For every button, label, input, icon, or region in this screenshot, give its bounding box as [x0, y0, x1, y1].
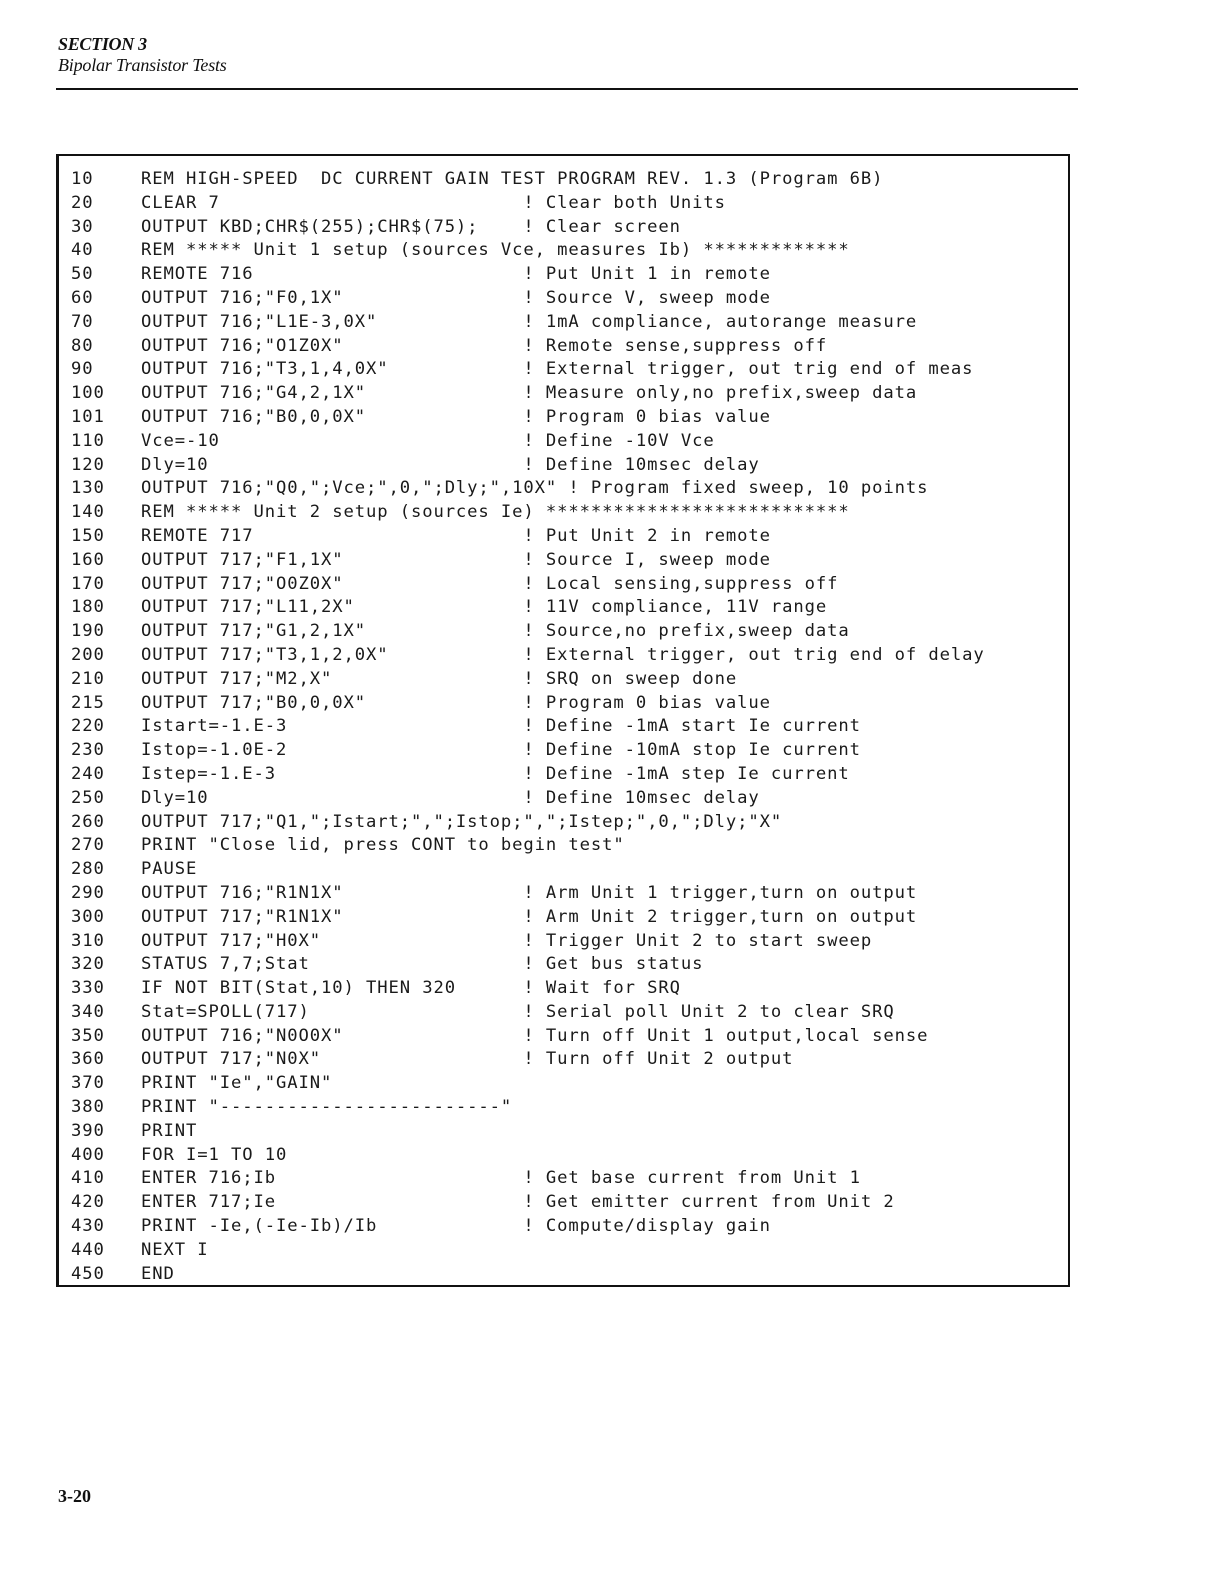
statement: REM ***** Unit 1 setup (sources Vce, measures Ib) ************* [141, 240, 850, 261]
line-number: 440 [71, 1239, 105, 1260]
statement: END [141, 1263, 175, 1284]
program-listing [71, 168, 1061, 1286]
line-number: 430 [71, 1216, 105, 1237]
code-line [71, 1263, 1061, 1287]
statement: Stat=SPOLL(717) ! Serial poll Unit 2 to clear SRQ [141, 1001, 895, 1022]
code-line [71, 358, 1061, 382]
code-line [71, 1072, 1061, 1096]
statement: OUTPUT 716;"N0O0X" ! Turn off Unit 1 output,local sense [141, 1025, 929, 1046]
code-line [71, 1025, 1061, 1049]
line-number: 270 [71, 835, 105, 856]
code-line [71, 1144, 1061, 1168]
line-number: 70 [71, 311, 94, 332]
line-number: 320 [71, 954, 105, 975]
statement: OUTPUT 717;"G1,2,1X" ! Source,no prefix,sweep data [141, 621, 850, 642]
line-number: 330 [71, 978, 105, 999]
statement: OUTPUT 717;"B0,0,0X" ! Program 0 bias value [141, 692, 771, 713]
code-line [71, 525, 1061, 549]
code-line [71, 596, 1061, 620]
statement: PRINT [141, 1120, 198, 1141]
line-number: 180 [71, 597, 105, 618]
code-line [71, 1120, 1061, 1144]
statement: IF NOT BIT(Stat,10) THEN 320 ! Wait for SRQ [141, 978, 681, 999]
statement: OUTPUT 717;"H0X" ! Trigger Unit 2 to start sweep [141, 930, 873, 951]
line-number: 350 [71, 1025, 105, 1046]
code-line [71, 834, 1061, 858]
code-line [71, 739, 1061, 763]
page-header [58, 34, 227, 76]
statement: OUTPUT 717;"N0X" ! Turn off Unit 2 output [141, 1049, 794, 1070]
code-line [71, 573, 1061, 597]
code-line [71, 977, 1061, 1001]
line-number: 410 [71, 1168, 105, 1189]
code-line [71, 1096, 1061, 1120]
statement: OUTPUT 717;"O0Z0X" ! Local sensing,suppress off [141, 573, 839, 594]
line-number: 290 [71, 882, 105, 903]
program-listing-box [56, 154, 1070, 1287]
statement: OUTPUT KBD;CHR$(255);CHR$(75); ! Clear screen [141, 216, 681, 237]
line-number: 220 [71, 716, 105, 737]
code-line [71, 477, 1061, 501]
code-line [71, 287, 1061, 311]
code-line [71, 930, 1061, 954]
statement: OUTPUT 716;"G4,2,1X" ! Measure only,no prefix,sweep data [141, 383, 918, 404]
line-number: 360 [71, 1049, 105, 1070]
statement: OUTPUT 717;"T3,1,2,0X" ! External trigger, out trig end of delay [141, 644, 985, 665]
line-number: 260 [71, 811, 105, 832]
statement: PRINT "Ie","GAIN" [141, 1073, 333, 1094]
section-label: SECTION 3 [58, 34, 147, 54]
statement: OUTPUT 716;"T3,1,4,0X" ! External trigger, out trig end of meas [141, 359, 974, 380]
header-rule [56, 88, 1078, 90]
line-number: 140 [71, 502, 105, 523]
code-line [71, 620, 1061, 644]
statement: FOR I=1 TO 10 [141, 1144, 288, 1165]
statement: Istop=-1.0E-2 ! Define -10mA stop Ie current [141, 740, 861, 761]
line-number: 50 [71, 264, 94, 285]
line-number: 120 [71, 454, 105, 475]
code-line [71, 192, 1061, 216]
line-number: 90 [71, 359, 94, 380]
code-line [71, 1191, 1061, 1215]
statement: Dly=10 ! Define 10msec delay [141, 454, 760, 475]
code-line [71, 406, 1061, 430]
line-number: 200 [71, 644, 105, 665]
code-line [71, 549, 1061, 573]
statement: OUTPUT 716;"Q0,";Vce;",0,";Dly;",10X" ! Program fixed sweep, 10 points [141, 478, 929, 499]
statement: OUTPUT 716;"O1Z0X" ! Remote sense,suppress off [141, 335, 828, 356]
statement: OUTPUT 717;"M2,X" ! SRQ on sweep done [141, 668, 738, 689]
line-number: 40 [71, 240, 94, 261]
line-number: 250 [71, 787, 105, 808]
statement: REM HIGH-SPEED DC CURRENT GAIN TEST PROGRAM REV. 1.3 (Program 6B) [141, 169, 884, 189]
line-number: 310 [71, 930, 105, 951]
code-line [71, 953, 1061, 977]
line-number: 240 [71, 763, 105, 784]
code-line [71, 168, 1061, 192]
code-line [71, 1215, 1061, 1239]
line-number: 30 [71, 216, 94, 237]
statement: Vce=-10 ! Define -10V Vce [141, 430, 715, 451]
statement: OUTPUT 716;"R1N1X" ! Arm Unit 1 trigger,turn on output [141, 882, 918, 903]
line-number: 101 [71, 406, 105, 427]
code-line [71, 335, 1061, 359]
line-number: 110 [71, 430, 105, 451]
statement: PRINT -Ie,(-Ie-Ib)/Ib ! Compute/display gain [141, 1216, 771, 1237]
statement: PRINT "-------------------------" [141, 1097, 513, 1118]
code-line [71, 787, 1061, 811]
statement: OUTPUT 717;"F1,1X" ! Source I, sweep mode [141, 549, 771, 570]
statement: Dly=10 ! Define 10msec delay [141, 787, 760, 808]
statement: STATUS 7,7;Stat ! Get bus status [141, 954, 704, 975]
line-number: 300 [71, 906, 105, 927]
line-number: 380 [71, 1097, 105, 1118]
statement: NEXT I [141, 1239, 209, 1260]
line-number: 215 [71, 692, 105, 713]
line-number: 370 [71, 1073, 105, 1094]
code-line [71, 311, 1061, 335]
line-number: 400 [71, 1144, 105, 1165]
code-line [71, 882, 1061, 906]
code-line [71, 454, 1061, 478]
page-number: 3-20 [58, 1486, 91, 1506]
code-line [71, 692, 1061, 716]
code-line [71, 1167, 1061, 1191]
section-title: Bipolar Transistor Tests [58, 55, 227, 75]
line-number: 170 [71, 573, 105, 594]
code-line [71, 668, 1061, 692]
line-number: 450 [71, 1263, 105, 1284]
line-number: 20 [71, 192, 94, 213]
line-number: 130 [71, 478, 105, 499]
code-line [71, 382, 1061, 406]
line-number: 340 [71, 1001, 105, 1022]
code-line [71, 1239, 1061, 1263]
statement: OUTPUT 716;"L1E-3,0X" ! 1mA compliance, autorange measure [141, 311, 918, 332]
line-number: 280 [71, 859, 105, 880]
statement: Istep=-1.E-3 ! Define -1mA step Ie current [141, 763, 850, 784]
line-number: 100 [71, 383, 105, 404]
statement: REMOTE 716 ! Put Unit 1 in remote [141, 264, 771, 285]
line-number: 190 [71, 621, 105, 642]
code-line [71, 811, 1061, 835]
line-number: 390 [71, 1120, 105, 1141]
code-line [71, 763, 1061, 787]
statement: REMOTE 717 ! Put Unit 2 in remote [141, 525, 771, 546]
code-line [71, 715, 1061, 739]
statement: CLEAR 7 ! Clear both Units [141, 192, 726, 213]
line-number: 230 [71, 740, 105, 761]
statement: OUTPUT 716;"B0,0,0X" ! Program 0 bias value [141, 406, 771, 427]
statement: OUTPUT 717;"R1N1X" ! Arm Unit 2 trigger,turn on output [141, 906, 918, 927]
code-line [71, 216, 1061, 240]
code-line [71, 263, 1061, 287]
line-number: 60 [71, 287, 94, 308]
line-number: 210 [71, 668, 105, 689]
statement: OUTPUT 717;"Q1,";Istart;",";Istop;",";Istep;",0,";Dly;"X" [141, 811, 783, 832]
statement: OUTPUT 716;"F0,1X" ! Source V, sweep mode [141, 287, 771, 308]
code-line [71, 906, 1061, 930]
statement: ENTER 717;Ie ! Get emitter current from Unit 2 [141, 1192, 895, 1213]
statement: OUTPUT 717;"L11,2X" ! 11V compliance, 11V range [141, 597, 828, 618]
statement: PAUSE [141, 859, 198, 880]
statement: REM ***** Unit 2 setup (sources Ie) *************************** [141, 502, 850, 523]
line-number: 160 [71, 549, 105, 570]
code-line [71, 858, 1061, 882]
statement: PRINT "Close lid, press CONT to begin test" [141, 835, 625, 856]
code-line [71, 644, 1061, 668]
line-number: 80 [71, 335, 94, 356]
line-number: 420 [71, 1192, 105, 1213]
code-line [71, 430, 1061, 454]
line-number: 10 [71, 169, 94, 189]
code-line [71, 239, 1061, 263]
code-line [71, 1001, 1061, 1025]
code-line [71, 1048, 1061, 1072]
code-line [71, 501, 1061, 525]
statement: ENTER 716;Ib ! Get base current from Unit 1 [141, 1168, 861, 1189]
line-number: 150 [71, 525, 105, 546]
statement: Istart=-1.E-3 ! Define -1mA start Ie current [141, 716, 861, 737]
